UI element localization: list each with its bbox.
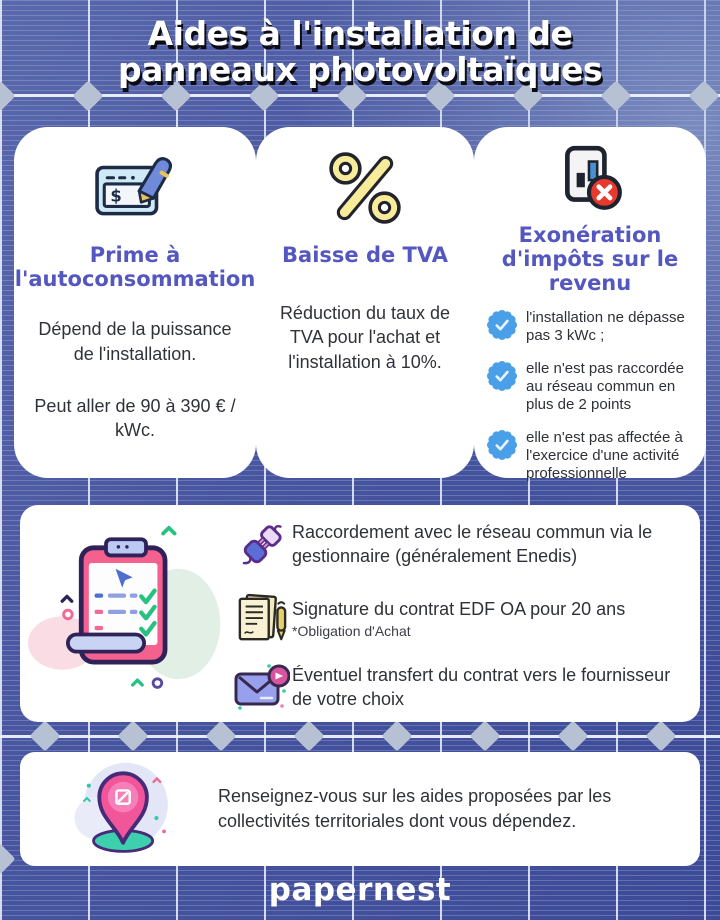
step-item bbox=[232, 664, 686, 712]
tax-exempt-icon bbox=[555, 145, 625, 211]
solar-panel-diamond bbox=[469, 720, 500, 751]
benefit-body bbox=[256, 301, 474, 374]
step-text: Raccordement avec le réseau commun via le gestionnaire (généralement Enedis) bbox=[292, 522, 653, 566]
condition-item bbox=[487, 309, 698, 345]
step-note: *Obligation d'Achat bbox=[292, 623, 411, 640]
benefit-card-exoneration-impots bbox=[474, 127, 706, 483]
benefit-title: Baisse de TVA bbox=[282, 243, 448, 267]
steps-list bbox=[232, 516, 686, 712]
brand-logo: papernest bbox=[268, 872, 452, 908]
cheque-pen-icon bbox=[94, 145, 176, 231]
condition-item bbox=[487, 360, 698, 414]
percent-icon bbox=[328, 145, 402, 231]
local-aid-text: Renseignez-vous sur les aides proposées par les collectivités territoriales dont vous dépendez. bbox=[218, 785, 612, 831]
benefit-title: Exonération d'impôts sur le revenu bbox=[501, 223, 679, 296]
page-title-line2: panneaux photovoltaïques bbox=[117, 50, 602, 89]
steps-card bbox=[20, 505, 700, 722]
solar-panel-diamond bbox=[117, 720, 148, 751]
page-title-line1: Aides à l'installation de bbox=[147, 14, 573, 53]
benefit-title: Prime à l'autoconsommation bbox=[14, 243, 256, 292]
envelope-send-icon bbox=[232, 664, 292, 712]
step-text-block bbox=[292, 598, 625, 639]
svg-text:$: $ bbox=[110, 186, 122, 206]
step-text: Signature du contrat EDF OA pour 20 ans bbox=[292, 598, 626, 619]
solar-panel-diamond bbox=[293, 720, 324, 751]
solar-panel-band bbox=[0, 735, 720, 738]
check-badge-icon bbox=[487, 361, 517, 391]
contract-pen-icon bbox=[232, 591, 292, 647]
condition-text: elle n'est pas raccordée au réseau commun en plus de 2 points bbox=[526, 360, 684, 414]
benefit-card-baisse-tva bbox=[256, 127, 474, 478]
solar-panel-diamond bbox=[645, 720, 676, 751]
condition-item bbox=[487, 429, 698, 483]
condition-text: l'installation ne dépasse pas 3 kWc ; bbox=[526, 309, 685, 345]
step-item bbox=[232, 516, 686, 574]
benefits-row bbox=[14, 127, 706, 483]
condition-text: elle n'est pas affectée à l'exercice d'une activité professionnelle bbox=[526, 429, 683, 483]
clipboard-checklist-illustration bbox=[20, 519, 232, 709]
benefit-paragraph: Dépend de la puissance de l'installation. bbox=[38, 319, 232, 364]
solar-panel-diamond bbox=[557, 720, 588, 751]
solar-panel-diamond bbox=[0, 843, 16, 874]
benefit-paragraph: Réduction du taux de TVA pour l'achat et l'installation à 10%. bbox=[279, 303, 451, 372]
step-item bbox=[232, 591, 686, 647]
benefit-body bbox=[14, 317, 256, 442]
plug-icon bbox=[232, 516, 292, 574]
step-text: Éventuel transfert du contrat vers le fournisseur de votre choix bbox=[292, 665, 671, 709]
solar-panel-diamond bbox=[205, 720, 236, 751]
solar-panel-diamond bbox=[381, 720, 412, 751]
conditions-list bbox=[474, 309, 706, 498]
check-badge-icon bbox=[487, 310, 517, 340]
benefit-card-prime-autoconsommation bbox=[14, 127, 256, 478]
benefit-paragraph: Peut aller de 90 à 390 € / kWc. bbox=[34, 395, 236, 441]
check-badge-icon bbox=[487, 430, 517, 460]
solar-panel-diamond bbox=[29, 720, 60, 751]
page-title bbox=[0, 16, 720, 88]
map-pin-illustration bbox=[60, 759, 190, 859]
local-aid-card bbox=[20, 752, 700, 866]
